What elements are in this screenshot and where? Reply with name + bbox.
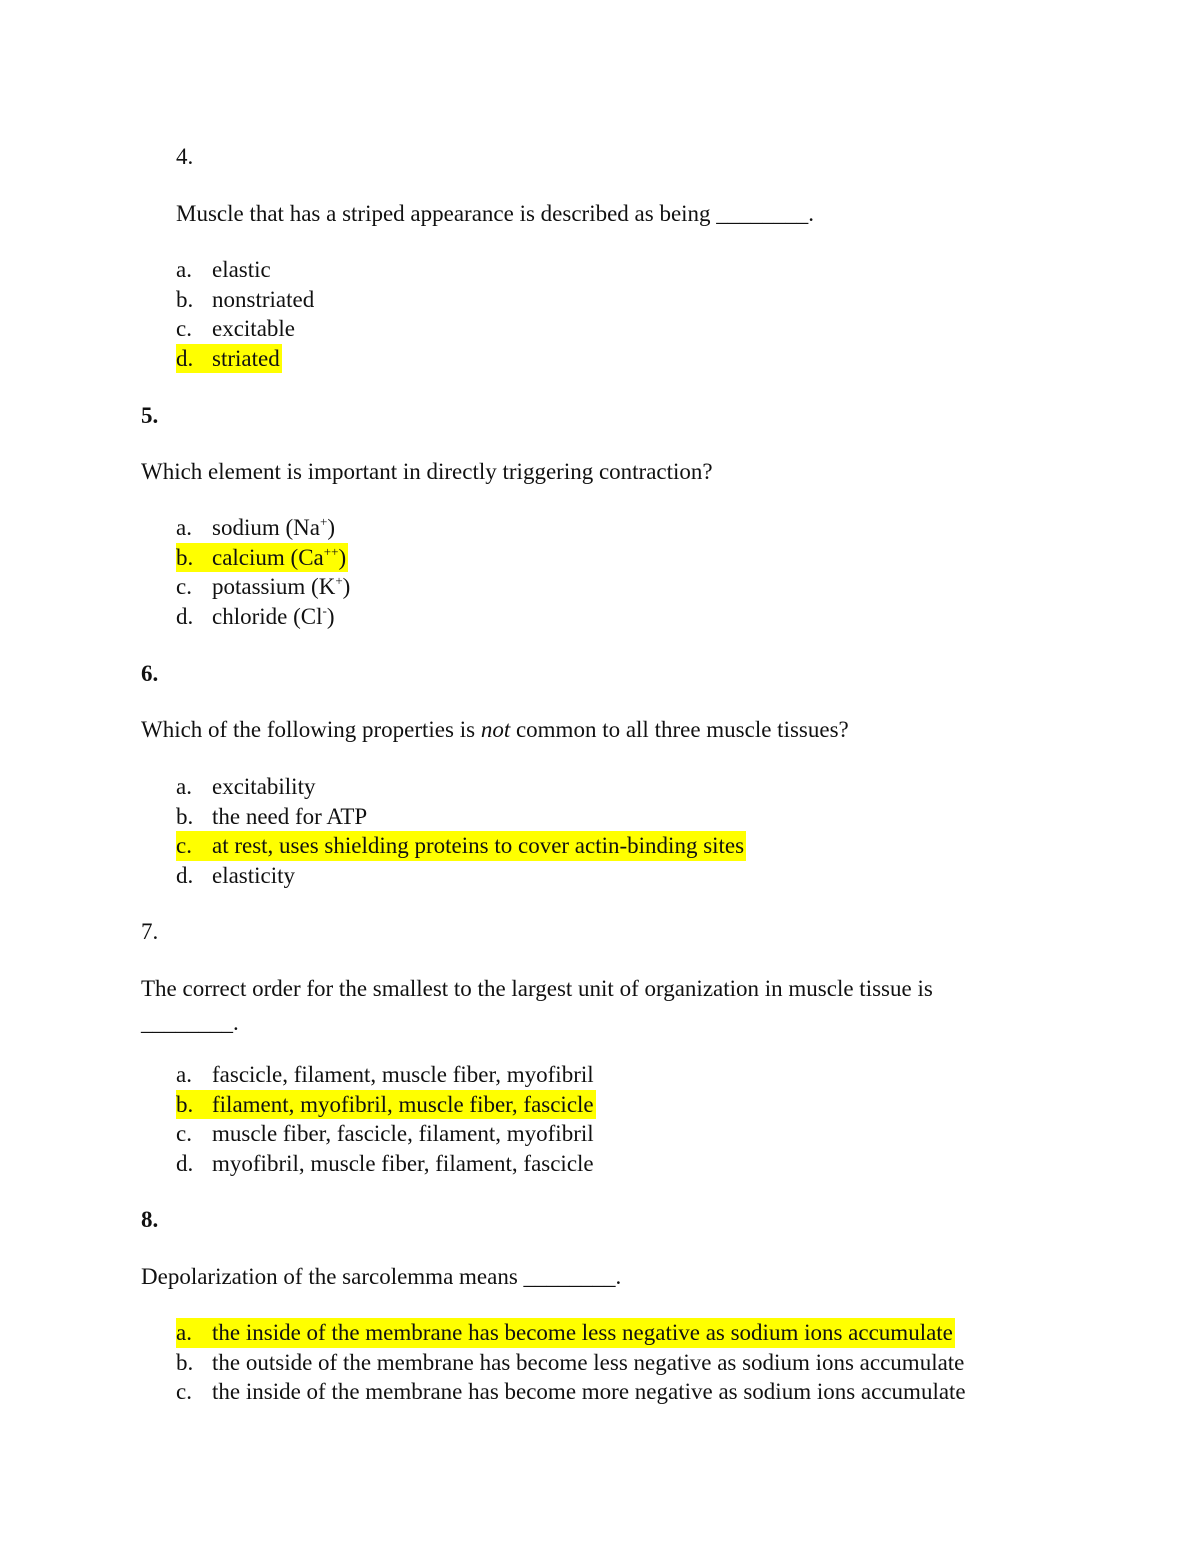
question-stem: Muscle that has a striped appearance is described as being ________. bbox=[176, 201, 815, 226]
options-list bbox=[176, 772, 746, 890]
question-number: 8. bbox=[141, 1207, 159, 1232]
option-a: a. sodium (Na+) bbox=[176, 514, 335, 540]
option-a: a. elastic bbox=[176, 257, 271, 282]
option-d-highlighted: d. striated bbox=[176, 344, 316, 374]
question-stem: Which element is important in directly triggering contraction? bbox=[141, 459, 713, 484]
options-list bbox=[176, 1318, 968, 1407]
option-c: c. potassium (K+) bbox=[176, 573, 351, 600]
question-stem: Which of the following properties is not common to all three muscle tissues? bbox=[141, 717, 849, 742]
option-b: b. nonstriated bbox=[176, 286, 315, 312]
option-a: a. fascicle, filament, muscle fiber, myofibril bbox=[176, 1062, 594, 1087]
option-d: d. elasticity bbox=[176, 862, 296, 888]
option-a-highlighted: a. the inside of the membrane has become less negative as sodium ions accumulate bbox=[176, 1318, 968, 1348]
option-d: d. chloride (Cl-) bbox=[176, 602, 335, 629]
question-number: 4. bbox=[176, 144, 194, 169]
option-b: b. the outside of the membrane has become less negative as sodium ions accumulate bbox=[176, 1349, 965, 1375]
question-stem: Depolarization of the sarcolemma means ________. bbox=[141, 1264, 622, 1289]
options-list bbox=[176, 513, 352, 631]
options-list bbox=[176, 1060, 596, 1178]
option-c: c. excitable bbox=[176, 316, 296, 342]
option-b-highlighted: b. filament, myofibril, muscle fiber, fascicle bbox=[176, 1090, 596, 1120]
question-stem: The correct order for the smallest to the largest unit of organization in muscle tissue is ________. bbox=[141, 976, 933, 1035]
option-b-highlighted: b. calcium (Ca++) bbox=[176, 543, 352, 573]
option-d: d. myofibril, muscle fiber, filament, fascicle bbox=[176, 1150, 594, 1176]
option-b: b. the need for ATP bbox=[176, 803, 368, 829]
option-a: a. excitability bbox=[176, 774, 316, 799]
question-number: 6. bbox=[141, 661, 159, 686]
question-number: 7. bbox=[141, 919, 159, 944]
option-c: c. muscle fiber, fascicle, filament, myofibril bbox=[176, 1121, 594, 1147]
option-c: c. the inside of the membrane has become more negative as sodium ions accumulate bbox=[176, 1379, 966, 1405]
option-c-highlighted: c. at rest, uses shielding proteins to cover actin-binding sites bbox=[176, 831, 746, 861]
question-number: 5. bbox=[141, 403, 159, 428]
options-list bbox=[176, 255, 316, 373]
